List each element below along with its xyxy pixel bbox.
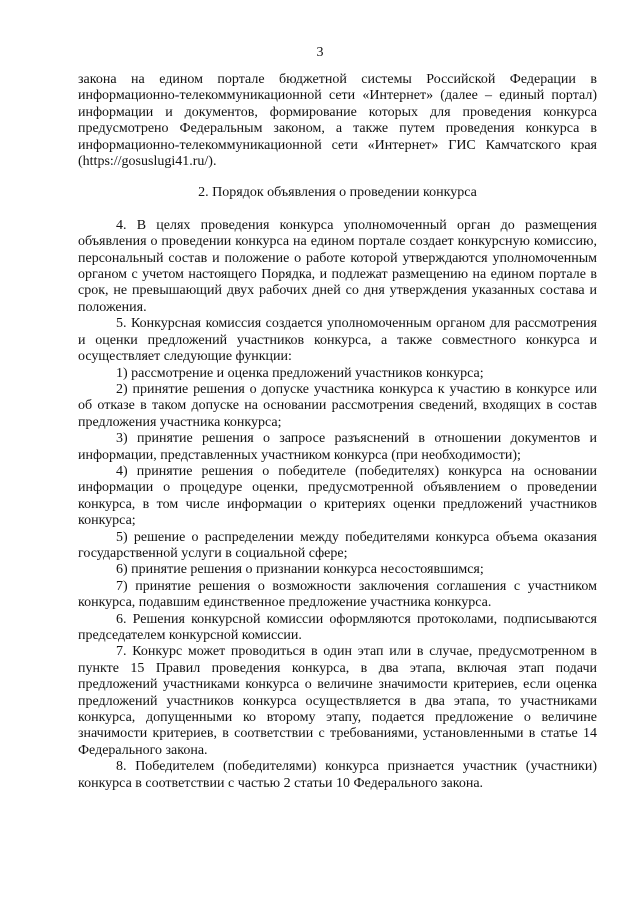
paragraph-5: 5. Конкурсная комиссия создается уполномоченным органом для рассмотрения и оценки предложений участников конкурса, а также совместного конкурса и осуществляет следующие функции: [78,316,597,365]
paragraph-7: 7. Конкурс может проводиться в один этап или в случае, предусмотренном в пункте 15 Правил проведения конкурса, в два этапа, включая этап подачи предложений участниками конкурса о величине значимости критериев, если оценка предложений участников конкурса осуществляется в два этапа, то участниками конкурса, допущенными ко второму этапу, подается предложение о величине значимости критериев, в соответствии с требованиями, установленными в статье 14 Федерального закона. [78,644,597,758]
function-item-2: 2) принятие решения о допуске участника конкурса к участию в конкурсе или об отказе в таком допуске на основании рассмотрения сведений, входящих в состав предложения участника конкурса; [78,381,597,430]
section-heading: 2. Порядок объявления о проведении конкурса [198,185,477,201]
function-item-5: 5) решение о распределении между победителями конкурса объема оказания государственной услуги в социальной сфере; [78,529,597,561]
paragraph-8: 8. Победителем (победителями) конкурса признается участник (участники) конкурса в соответствии с частью 2 статьи 10 Федерального закона. [78,759,597,791]
function-item-3: 3) принятие решения о запросе разъяснений в отношении документов и информации, представленных участником конкурса (при необходимости); [78,431,597,463]
paragraph-4: 4. В целях проведения конкурса уполномоченный орган до размещения объявления о проведении конкурса на едином портале создает конкурсную комиссию, персональный состав и положение о работе которой утверждаются уполномоченным органом с учетом настоящего Порядка, и подлежат размещению на едином портале в срок, не превышающий двух рабочих дней со дня утверждения указанных состава и положения. [78,217,597,315]
function-item-4: 4) принятие решения о победителе (победителях) конкурса на основании информации о процедуре оценки, предусмотренной объявлением о проведении конкурса, в том числе информации о критериях оценки предложений участников конкурса; [78,463,597,529]
paragraph-6: 6. Решения конкурсной комиссии оформляются протоколами, подписываются председателем конкурсной комиссии. [78,611,597,643]
function-item-6: 6) принятие решения о признании конкурса несостоявшимся; [116,562,484,578]
function-item-1: 1) рассмотрение и оценка предложений участников конкурса; [116,365,484,381]
function-item-7: 7) принятие решения о возможности заключения соглашения с участником конкурса, подавшим единственное предложение участника конкурса. [78,578,597,611]
intro-paragraph: закона на едином портале бюджетной системы Российской Федерации в информационно-телекоммуникационной сети «Интернет» (далее – единый портал) информации и документов, формирование которых для проведения конкурса предусмотрено Федеральным законом, а также путем проведения конкурса в информационно-телекоммуникационной сети «Интернет» ГИС Камчатского края (https://gosuslugi41.ru/). [78,72,597,170]
page-number: 3 [316,45,324,60]
document-body [78,72,597,792]
